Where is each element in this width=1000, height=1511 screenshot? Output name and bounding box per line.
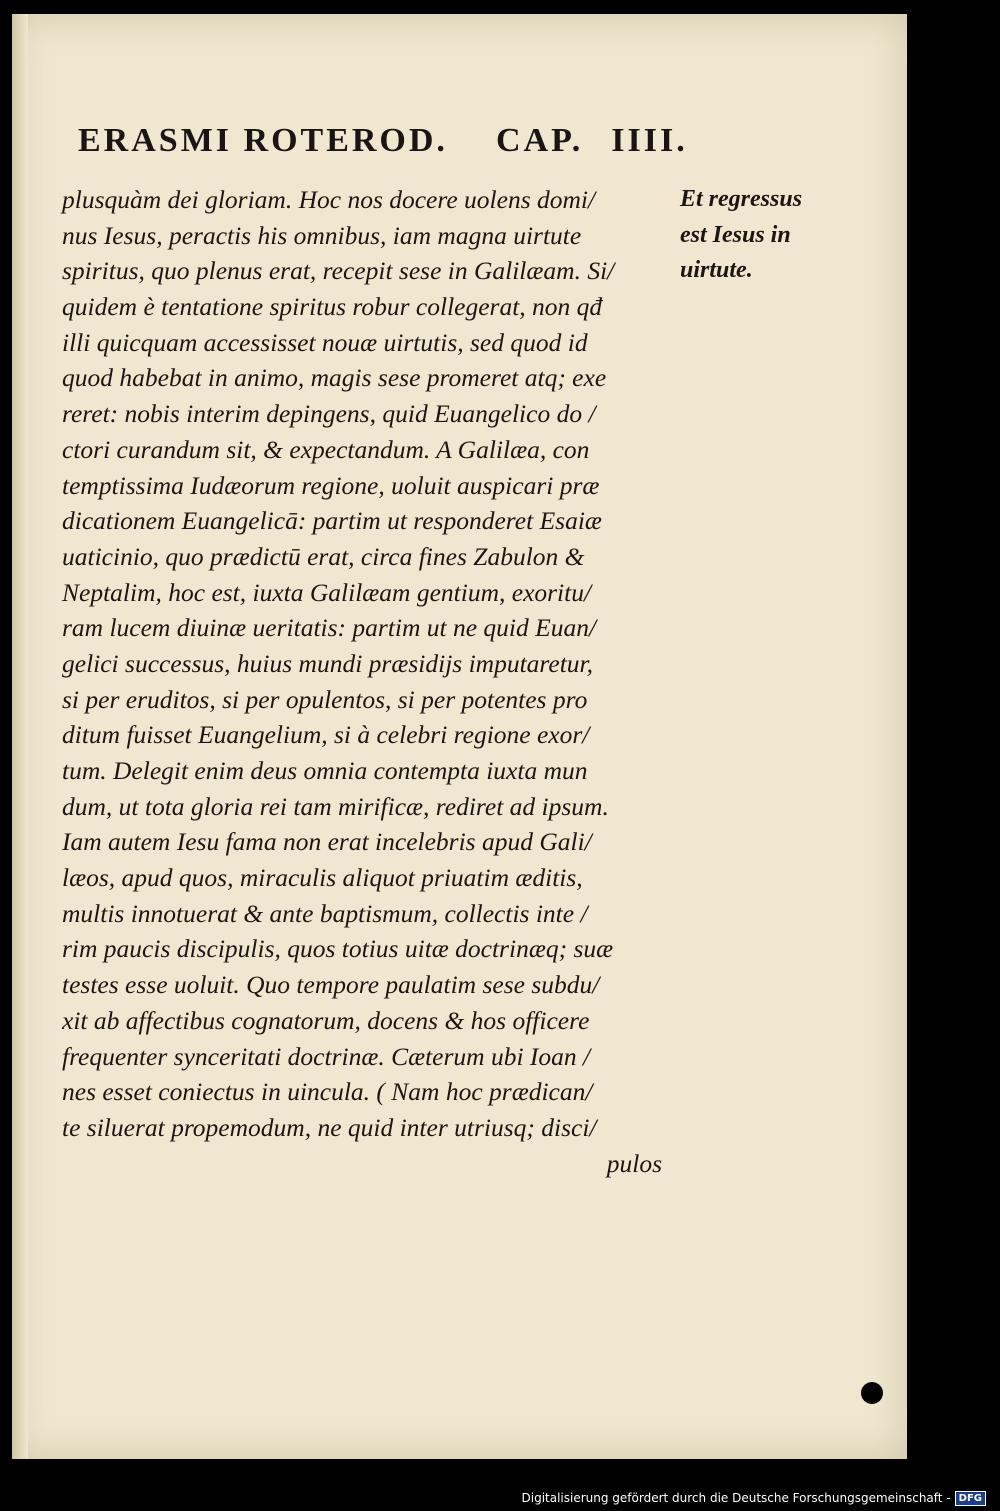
text-line: reret: nobis interim depingens, quid Euangelico do /: [62, 399, 596, 429]
text-line: læos, apud quos, miraculis aliquot priuatim æditis,: [62, 863, 583, 893]
margin-note-line: Et regressus: [680, 186, 803, 212]
text-line: ditum fuisset Euangelium, si à celebri regione exor/: [62, 720, 590, 750]
text-line: frequenter synceritati doctrinæ. Cæterum ubi Ioan /: [62, 1041, 591, 1071]
margin-note: [680, 182, 830, 289]
dfg-logo-icon: DFG: [955, 1491, 986, 1506]
text-line: plusquàm dei gloriam. Hoc nos docere uolens domi/: [62, 185, 596, 214]
running-head-chapter: CAP.: [496, 122, 584, 159]
text-line: tum. Delegit enim deus omnia contempta iuxta mun: [62, 756, 588, 785]
text-line: testes esse uoluit. Quo tempore paulatim sese subdu/: [62, 970, 600, 1000]
text-line: ram lucem diuinæ ueritatis: partim ut ne quid Euan/: [62, 613, 597, 643]
text-line: si per eruditos, si per opulentos, si per potentes pro: [62, 684, 588, 714]
text-line: dicationem Euangelicā: partim ut responderet Esaiæ: [62, 506, 602, 536]
text-line: multis innotuerat & ante baptismum, collectis inte /: [62, 898, 588, 928]
text-line: Neptalim, hoc est, iuxta Galilæam gentium, exoritu/: [62, 577, 592, 607]
text-line: quod habebat in animo, magis sese promeret atq; exe: [62, 363, 607, 393]
page-dot-mark: [861, 1382, 883, 1404]
text-line: temptissima Iudæorum regione, uoluit auspicari præ: [62, 470, 600, 500]
running-head-number: IIII.: [611, 122, 688, 159]
running-head: [78, 122, 718, 172]
text-line: ctori curandum sit, & expectandum. A Galilæa, con: [62, 434, 590, 464]
text-line: nus Iesus, peractis his omnibus, iam magna uirtute: [62, 220, 582, 250]
text-line: uaticinio, quo prædictū erat, circa fines Zabulon &: [62, 541, 585, 571]
footer-credit: [522, 1489, 987, 1507]
text-line: spiritus, quo plenus erat, recepit sese in Galilæam. Si/: [62, 256, 615, 286]
text-line: dum, ut tota gloria rei tam mirificæ, rediret ad ipsum.: [62, 791, 609, 821]
footer-text: Digitalisierung gefördert durch die Deutsche Forschungsgemeinschaft -: [521, 1491, 951, 1505]
margin-note-line: est Iesus in: [680, 221, 791, 248]
text-line: nes esset coniectus in uincula. ( Nam hoc prædican/: [62, 1077, 593, 1107]
text-line: Iam autem Iesu fama non erat incelebris apud Gali/: [62, 827, 592, 857]
page-gutter-shadow: [12, 14, 28, 1459]
text-line: quidem è tentatione spiritus robur collegerat, non qđ: [62, 292, 603, 322]
text-line: te siluerat propemodum, ne quid inter utriusq; disci/: [62, 1112, 597, 1142]
margin-note-line: uirtute.: [680, 257, 753, 284]
text-line: rim paucis discipulis, quos totius uitæ doctrinæq; suæ: [62, 934, 614, 964]
text-line: gelici successus, huius mundi præsidijs imputaretur,: [62, 648, 594, 678]
text-line: xit ab affectibus cognatorum, docens & hos officere: [62, 1005, 590, 1035]
body-text: [62, 182, 672, 1181]
catchword: pulos: [606, 1148, 662, 1178]
running-head-title: ERASMI ROTEROD.: [78, 122, 448, 159]
text-line: illi quicquam accessisset nouæ uirtutis, sed quod id: [62, 327, 588, 357]
